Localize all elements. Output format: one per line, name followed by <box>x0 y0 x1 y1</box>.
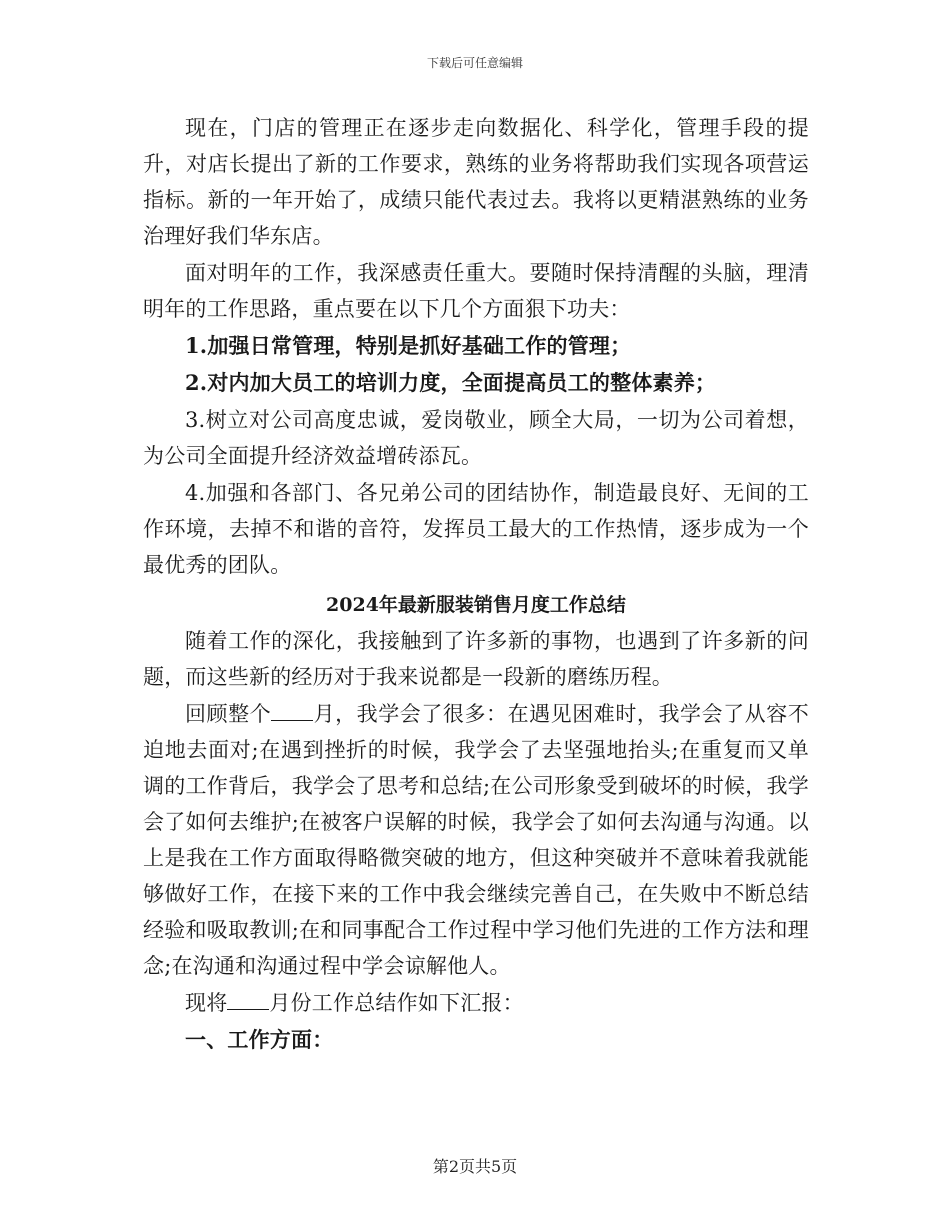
review-text-before: 回顾整个 <box>185 702 272 726</box>
blank-month-field <box>271 702 313 721</box>
list-item-1: 1.加强日常管理，特别是抓好基础工作的管理； <box>185 333 632 358</box>
review-text-after: 月，我学会了很多：在遇见困难时，我学会了从容不迫地去面对;在遇到挫折的时候，我学会了去坚强地抬头;在重复而又单调的工作背后，我学会了思考和总结;在公司形象受到破坏的时候，我学会了如何去维护;在被客户误解的时候，我学会了如何去沟通与沟通。以上是我在工作方面取得略微突破的地方，但这种突破并不意味着我就能够做好工作，在接下来的工作中我会继续完善自己，在失败中不断总结经验和吸取教训;在和同事配合工作过程中学习他们先进的工作方法和理念;在沟通和沟通过程中学会谅解他人。 <box>143 702 809 978</box>
paragraph-review-month <box>143 696 809 984</box>
report-text-after: 月份工作总结作如下汇报： <box>269 991 524 1015</box>
heading-work-aspect: 一、工作方面： <box>185 1027 334 1052</box>
list-item-3: 3.树立对公司高度忠诚，爱岗敬业，顾全大局，一切为公司着想，为公司全面提升经济效益增砖添瓦。 <box>143 408 809 468</box>
list-item-4: 4.加强和各部门、各兄弟公司的团结协作，制造最良好、无间的工作环境，去掉不和谐的音符，发挥员工最大的工作热情，逐步成为一个最优秀的团队。 <box>143 481 809 577</box>
list-item-2: 2.对内加大员工的培训力度，全面提高员工的整体素养； <box>185 370 717 395</box>
paragraph-work-deepening: 随着工作的深化，我接触到了许多新的事物，也遇到了许多新的问题，而这些新的经历对于我来说都是一段新的磨练历程。 <box>143 629 809 689</box>
document-body <box>143 110 809 1058</box>
paragraph-next-year-work: 面对明年的工作，我深感责任重大。要随时保持清醒的头脑，理清明年的工作思路，重点要在以下几个方面狠下功夫： <box>143 261 809 321</box>
page-number: 第2页共5页 <box>432 1157 518 1176</box>
paragraph-store-management: 现在，门店的管理正在逐步走向数据化、科学化，管理手段的提升，对店长提出了新的工作要求，熟练的业务将帮助我们实现各项营运指标。新的一年开始了，成绩只能代表过去。我将以更精湛熟练的业务治理好我们华东店。 <box>143 116 809 248</box>
blank-month-field-2 <box>227 991 269 1010</box>
section-title: 2024年最新服装销售月度工作总结 <box>326 594 626 616</box>
report-text-before: 现将 <box>185 991 228 1015</box>
paragraph-report-intro <box>143 985 809 1021</box>
header-note: 下载后可任意编辑 <box>426 56 523 70</box>
